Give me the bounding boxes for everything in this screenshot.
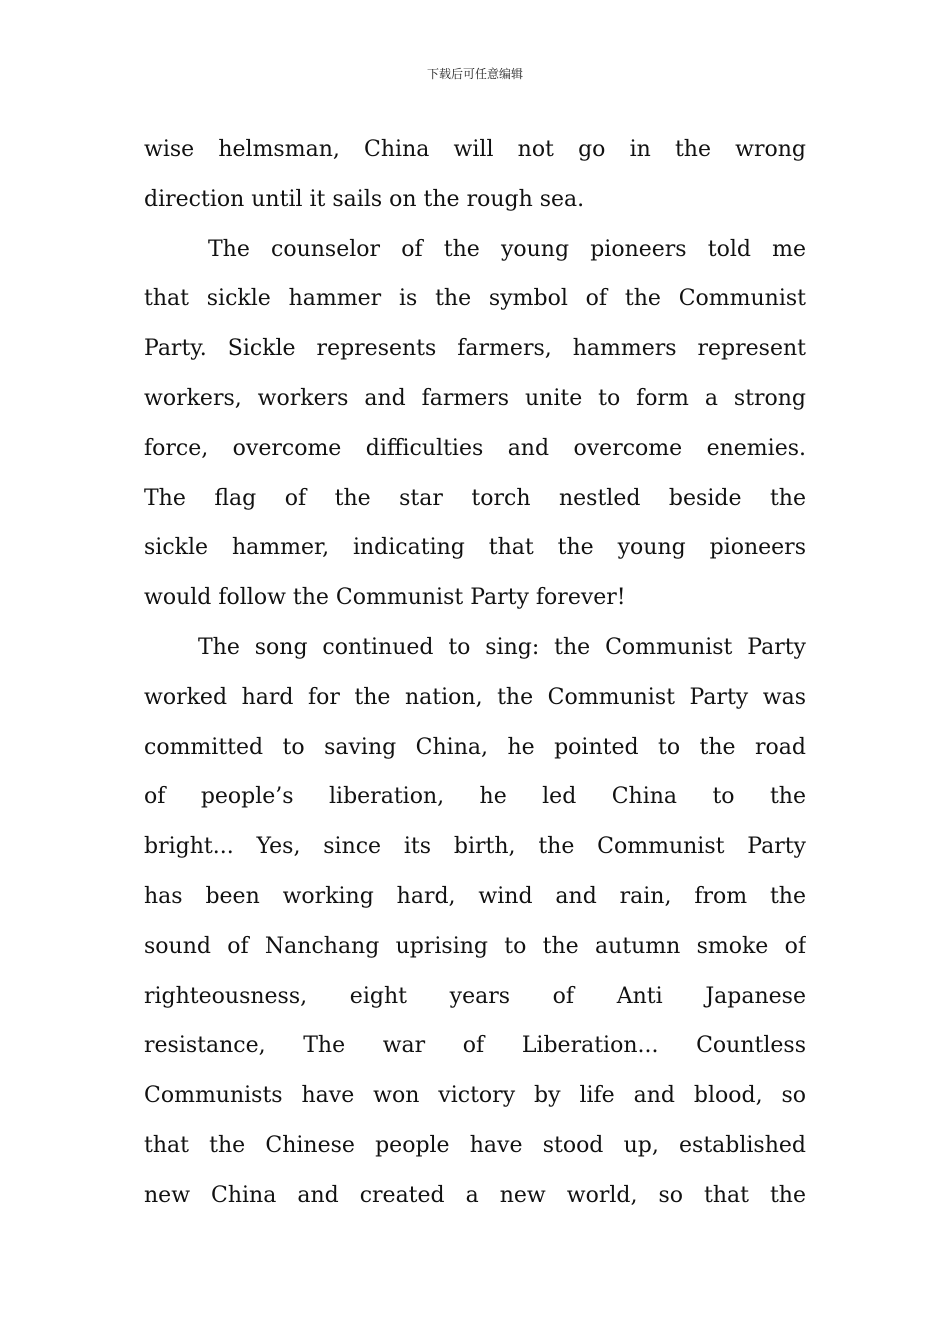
text-line: that sickle hammer is the symbol of the Communist [144,286,806,312]
text-line: committed to saving China, he pointed to the road [144,734,806,760]
text-line: The song continued to sing: the Communist Party [198,634,806,660]
text-line: force, overcome difficulties and overcome enemies. [144,435,806,461]
text-line: wise helmsman, China will not go in the wrong [144,137,806,162]
text-line: that the Chinese people have stood up, established [144,1132,806,1158]
text-line: worked hard for the nation, the Communist Party was [144,684,806,710]
text-line: new China and created a new world, so that the [144,1182,806,1208]
text-line: Communists have won victory by life and blood, so [144,1083,806,1109]
text-line: would follow the Communist Party forever! [144,585,626,611]
text-line: sickle hammer, indicating that the young pioneers [144,535,806,561]
text-line: sound of Nanchang uprising to the autumn smoke of [144,933,806,959]
page-header: 下载后可任意编辑 [426,67,523,81]
text-line: Party. Sickle represents farmers, hammers represent [144,336,806,362]
text-line: direction until it sails on the rough sea. [144,186,585,212]
text-line: The counselor of the young pioneers told me [208,236,806,262]
text-line: workers, workers and farmers unite to form a strong [144,385,806,411]
text-line: resistance, The war of Liberation... Countless [144,1033,806,1059]
text-line: The flag of the star torch nestled beside the [144,485,806,511]
text-line: has been working hard, wind and rain, from the [144,883,806,909]
text-line: of people’s liberation, he led China to the [144,784,806,810]
body-text [144,125,806,1221]
text-line: bright... Yes, since its birth, the Communist Party [144,834,806,860]
text-line: righteousness, eight years of Anti Japanese [144,983,806,1009]
